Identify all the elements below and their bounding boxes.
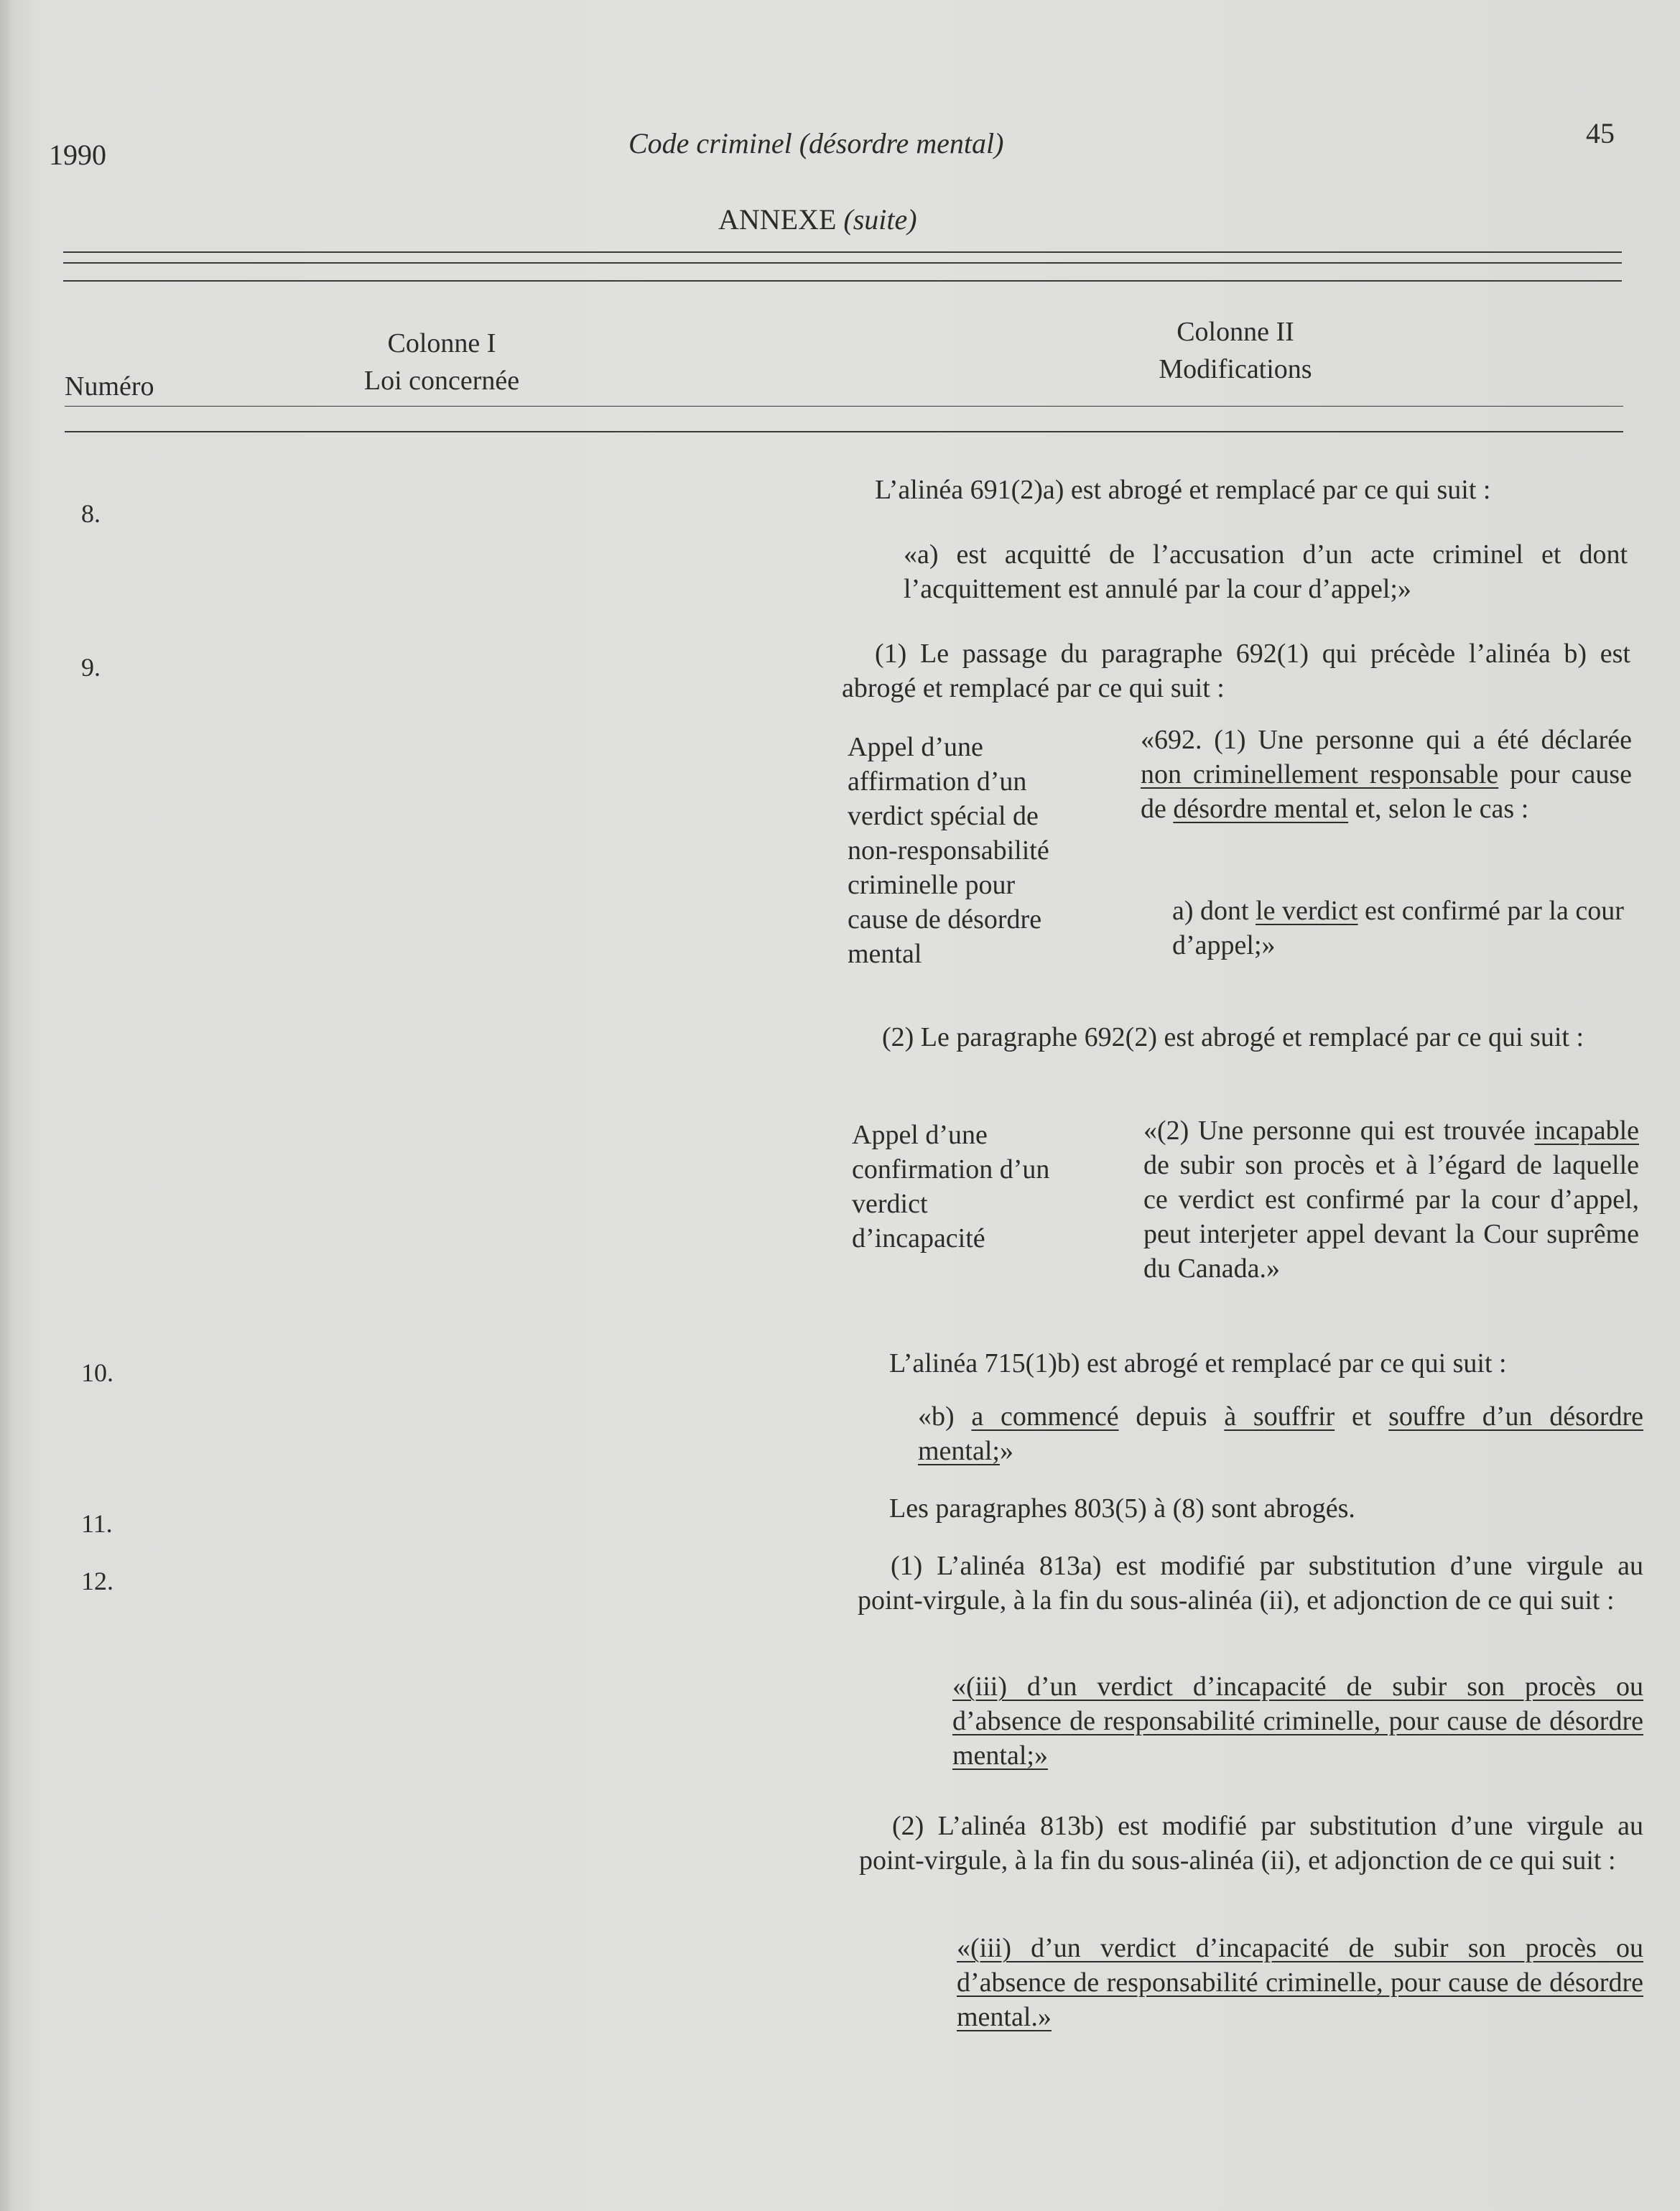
header-rule-top [63,251,1622,253]
amendment-text: Les paragraphes 803(5) à (8) sont abrogés. [889,1493,1355,1524]
amendment-text: (1) L’alinéa 813a) est modifié par substitution d’une virgule au point-virgule, à la fin du sous-alinéa (ii), et adjonction de ce qui suit : [858,1551,1643,1616]
column-one-title: Colonne I [387,328,496,358]
item-number: 11. [81,1509,113,1538]
amendment-quote-underlined: «(iii) d’un verdict d’incapacité de subir son procès ou d’absence de responsabilité criminelle, pour cause de désordre mental.» [957,1933,1643,2032]
amendment-text: (2) L’alinéa 813b) est modifié par substitution d’une virgule au point-virgule, à la fin du sous-alinéa (ii), et adjonction de ce qui suit : [859,1811,1643,1876]
column-head-rule [65,406,1623,407]
column-numero: Numéro [65,371,154,402]
column-two-title: Colonne II [1177,317,1294,347]
column-two-subtitle: Modifications [1159,354,1312,384]
item-number: 10. [81,1358,113,1387]
page-number: 45 [1586,117,1615,149]
quoted-section-692-1: «692. (1) Une personne qui a été déclarée non criminellement responsable pour cause de désordre mental et, selon le cas : [1141,725,1633,824]
column-head-rule-bottom [65,431,1623,432]
amendment-text: L’alinéa 715(1)b) est abrogé et remplacé par ce qui suit : [889,1348,1507,1378]
item-number: 12. [81,1567,113,1595]
amendment-quote-underlined: «(iii) d’un verdict d’incapacité de subir son procès ou d’absence de responsabilité criminelle, pour cause de désordre mental;» [952,1672,1643,1771]
annex-heading [718,203,917,236]
item-number: 9. [81,653,101,682]
column-two-heading [1120,313,1350,388]
margin-note: Appel d’une confirmation d’un verdict d’incapacité [852,1120,1050,1253]
running-title: Code criminel (désordre mental) [628,127,1004,159]
quoted-section-692-2: «(2) Une personne qui est trouvée incapable de subir son procès et à l’égard de laquelle ce verdict est confirmé par la cour d’appel, peut interjeter appel devant la Cour suprême du Canada.» [1143,1116,1639,1284]
amendment-text: L’alinéa 691(2)a) est abrogé et remplacé par ce qui suit : [875,475,1491,505]
amendment-text: (2) Le paragraphe 692(2) est abrogé et remplacé par ce qui suit : [882,1022,1584,1052]
amendment-quote: «b) a commencé depuis à souffrir et souffre d’un désordre mental;» [918,1401,1644,1466]
header-rule-double [63,262,1622,264]
quoted-paragraph-a: a) dont le verdict est confirmé par la cour d’appel;» [1172,896,1624,960]
column-one-subtitle: Loi concernée [363,366,520,396]
margin-note: Appel d’une affirmation d’un verdict spécial de non-responsabilité criminelle pour cause de désordre mental [848,732,1049,969]
amendment-text: (1) Le passage du paragraphe 692(1) qui précède l’alinéa b) est abrogé et remplacé par ce qui suit : [842,639,1630,703]
annex-suite: (suite) [843,203,917,236]
annex-label: ANNEXE [718,203,837,236]
header-rule-triple [63,280,1622,282]
column-one-heading [338,325,546,399]
item-number: 8. [81,499,101,528]
year: 1990 [49,139,106,171]
amendment-quote: «a) est acquitté de l’accusation d’un acte criminel et dont l’acquittement est annulé par la cour d’appel;» [904,539,1628,604]
